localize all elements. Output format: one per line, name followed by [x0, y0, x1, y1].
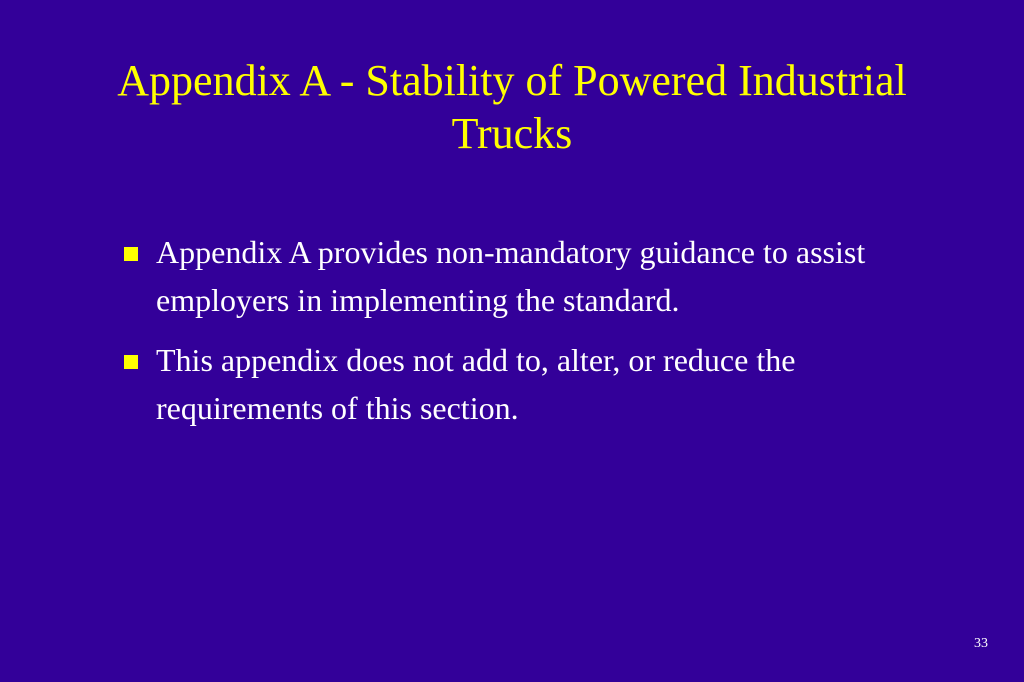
slide-title: Appendix A - Stability of Powered Industrial Trucks: [117, 56, 907, 158]
bullet-item: [120, 228, 940, 324]
bullet-text: Appendix A provides non-mandatory guidance to assist employers in implementing the standard.: [156, 234, 866, 318]
bullet-text: This appendix does not add to, alter, or reduce the requirements of this section.: [156, 342, 796, 426]
page-number: 33: [974, 636, 988, 651]
square-bullet-icon: [124, 355, 138, 369]
bullet-item: [120, 336, 940, 432]
bullet-list: [120, 228, 940, 444]
square-bullet-icon: [124, 247, 138, 261]
